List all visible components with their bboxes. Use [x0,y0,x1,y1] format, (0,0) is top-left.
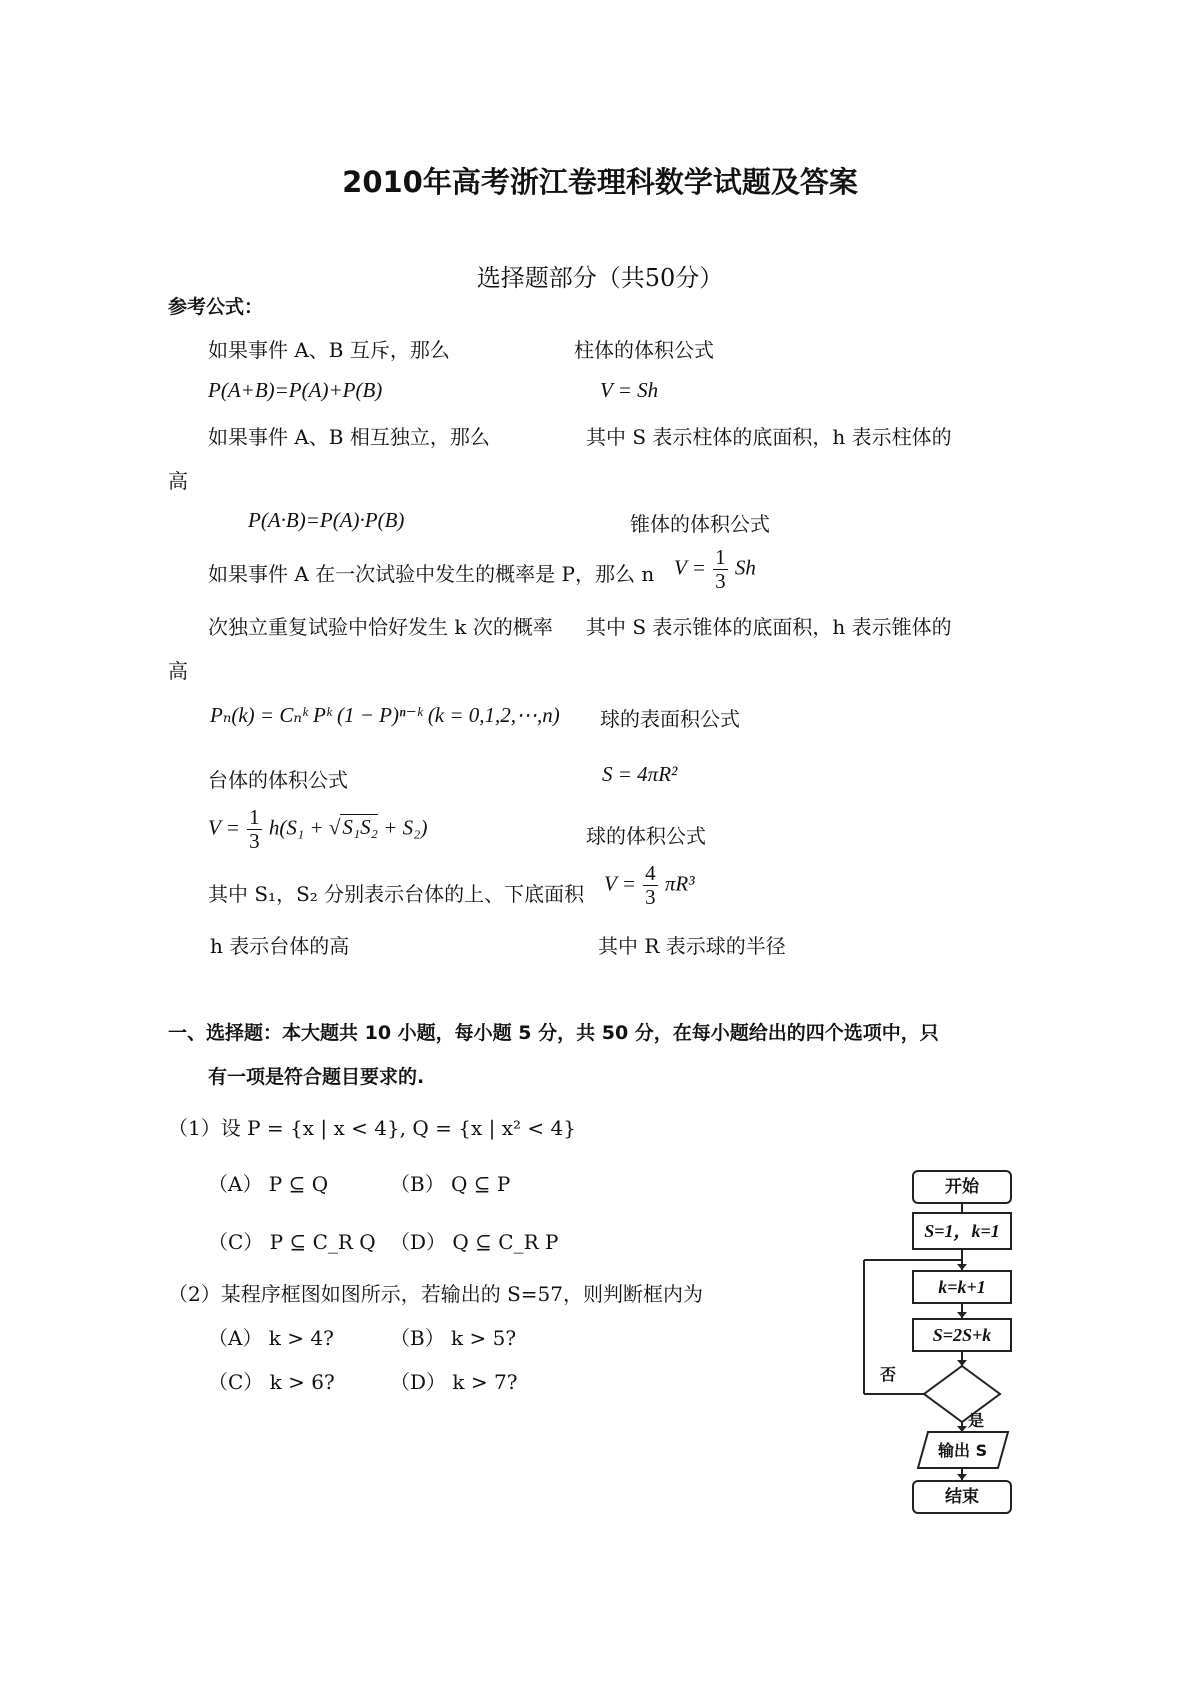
formula-right-7: 球的表面积公式 [600,707,740,731]
flowchart-no-label: 否 [880,1365,897,1384]
question-2-option-c: （C） k > 6? [208,1370,335,1394]
formula-right-5: V = $\frac{1}{3}$ Sh [674,545,756,594]
formula-left-10: 其中 S₁，S₂ 分别表示台体的上、下底面积 [208,882,585,906]
section-subtitle: 选择题部分（共50分） [476,264,724,292]
formula-left-6: 次独立重复试验中恰好发生 k 次的概率 [208,615,553,639]
fraction: $\frac{1}{3}$ [715,545,726,594]
formula-right-6: 其中 S 表示锥体的底面积，h 表示锥体的 [586,615,952,639]
formula-left-1: 如果事件 A、B 互斥，那么 [208,338,450,362]
formula-wrap-3: 高 [168,469,188,493]
question-1-option-c: （C） P ⊆ C_R Q [208,1230,376,1254]
formula-right-1: 柱体的体积公式 [574,338,714,362]
section-heading-cont: 有一项是符合题目要求的. [208,1066,425,1088]
flowchart-step-k: k=k+1 [912,1270,1012,1304]
formula-right-3: 其中 S 表示柱体的底面积，h 表示柱体的 [586,425,952,449]
formula-right-2: V = Sh [600,378,659,402]
question-1-option-d: （D） Q ⊆ C_R P [390,1230,559,1254]
formula-right-9: 球的体积公式 [586,824,706,848]
formula-right-4: 锥体的体积公式 [630,512,770,536]
question-1-option-a: （A） P ⊆ Q [208,1172,329,1196]
flowchart-init: S=1，k=1 [912,1212,1012,1250]
formula-right-11: 其中 R 表示球的半径 [598,934,786,958]
question-1-option-b: （B） Q ⊆ P [390,1172,511,1196]
question-2-stem: （2）某程序框图如图所示，若输出的 S=57，则判断框内为 [168,1282,703,1306]
formula-left-2: P(A+B)=P(A)+P(B) [208,378,383,402]
flowchart-step-s: S=2S+k [912,1318,1012,1352]
formula-left-11: h 表示台体的高 [210,934,350,958]
question-2-option-b: （B） k > 5? [390,1326,517,1350]
question-1-stem: （1）设 P = {x | x < 4}, Q = {x | x² < 4} [168,1116,576,1140]
formula-left-7: Pₙ(k) = Cₙᵏ Pᵏ (1 − P)ⁿ⁻ᵏ (k = 0,1,2,⋯,n) [210,703,560,727]
formula-right-8: S = 4πR² [602,762,678,786]
question-2-option-d: （D） k > 7? [390,1370,518,1394]
flowchart-start: 开始 [912,1170,1012,1204]
page-title: 2010年高考浙江卷理科数学试题及答案 [342,165,858,199]
formula-left-9: V = $\frac{1}{3}$ h(S₁ + √S₁S₂ + S₂) [208,805,428,854]
formula-wrap-6: 高 [168,659,188,683]
formula-left-3: 如果事件 A、B 相互独立，那么 [208,425,490,449]
formula-left-4: P(A·B)=P(A)·P(B) [248,508,405,532]
formula-right-10: V = $\frac{4}{3}$ πR³ [604,861,695,910]
formula-left-8: 台体的体积公式 [208,768,348,792]
flowchart-output: 输出 S [938,1441,988,1460]
fraction: $\frac{1}{3}$ [249,805,260,854]
question-2-option-a: （A） k > 4? [208,1326,334,1350]
fraction: $\frac{4}{3}$ [645,861,656,910]
flowchart-end: 结束 [912,1480,1012,1514]
section-heading: 一、选择题：本大题共 10 小题，每小题 5 分，共 50 分，在每小题给出的四个选项中，只 [168,1022,939,1044]
reference-formulas-label: 参考公式： [168,296,264,318]
formula-left-5: 如果事件 A 在一次试验中发生的概率是 P，那么 n [208,562,655,586]
flowchart-yes-label: 是 [968,1411,985,1430]
